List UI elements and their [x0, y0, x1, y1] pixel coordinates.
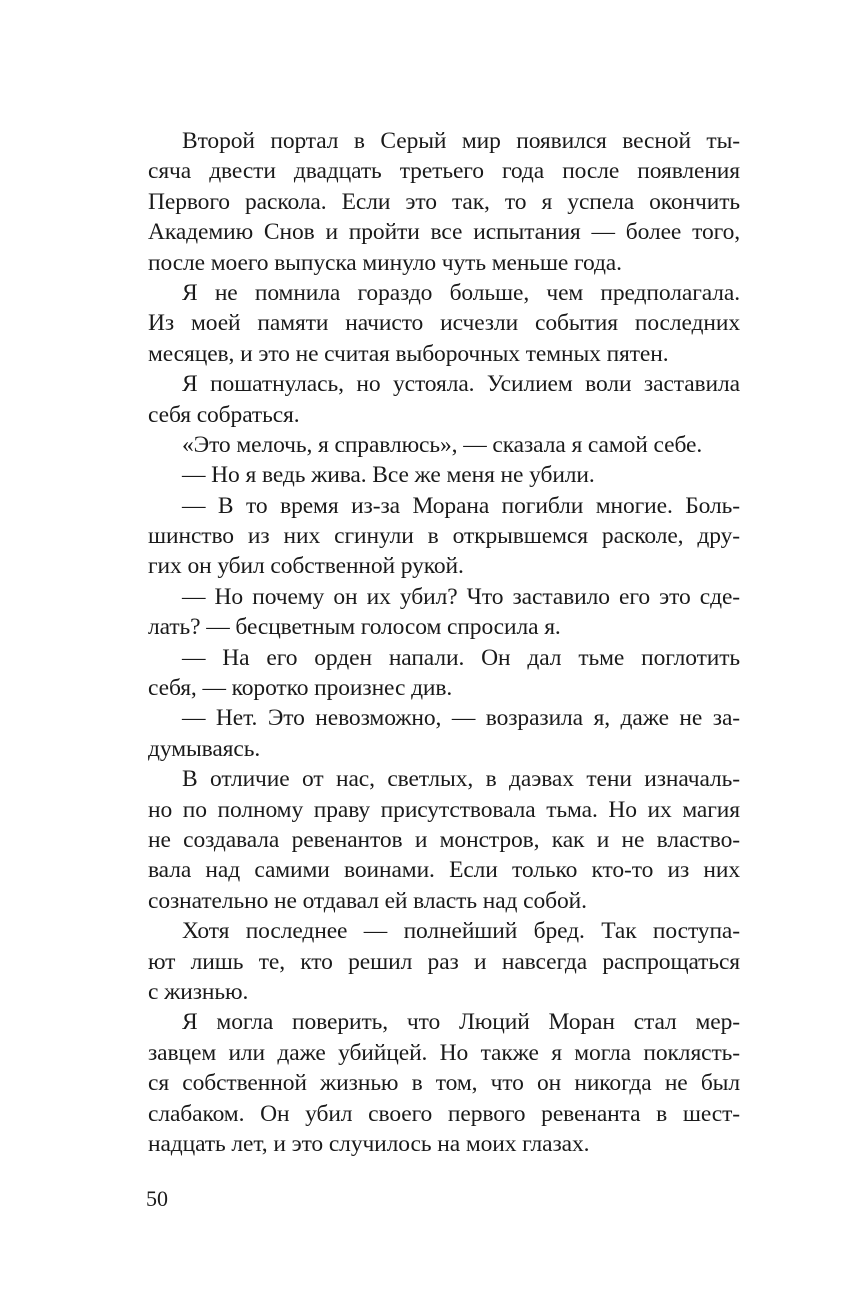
- text-line: Из моей памяти начисто исчезли события последних: [148, 310, 740, 337]
- page-text: [148, 126, 740, 1159]
- text-line: В отличие от нас, светлых, в даэвах тени изначаль-: [182, 766, 740, 793]
- text-line: — Но я ведь жива. Все же меня не убили.: [182, 462, 595, 489]
- text-line: Я могла поверить, что Люций Моран стал мер-: [182, 1009, 740, 1036]
- text-line: думываясь.: [148, 735, 261, 762]
- text-line: ют лишь те, кто решил раз и навсегда распрощаться: [148, 948, 740, 975]
- text-line: с жизнью.: [148, 978, 249, 1005]
- text-line: сяча двести двадцать третьего года после появления: [148, 158, 740, 185]
- text-line: Я не помнила гораздо больше, чем предполагала.: [182, 279, 740, 306]
- text-line: сознательно не отдавал ей власть над собой.: [148, 887, 587, 914]
- text-line: вала над самими воинами. Если только кто-то из них: [148, 857, 740, 884]
- text-line: но по полному праву присутствовала тьма. Но их магия: [148, 796, 740, 823]
- text-line: не создавала ревенантов и монстров, как и не властво-: [148, 826, 740, 853]
- text-line: гих он убил собственной рукой.: [148, 553, 464, 580]
- text-line: — На его орден напали. Он дал тьме поглотить: [182, 644, 740, 671]
- text-line: себя, — коротко произнес див.: [148, 675, 453, 702]
- text-line: ся собственной жизнью в том, что он никогда не был: [148, 1070, 740, 1097]
- text-line: Первого раскола. Если это так, то я успела окончить: [148, 188, 740, 215]
- text-line: месяцев, и это не считая выборочных темных пятен.: [148, 340, 669, 367]
- text-line: — Нет. Это невозможно, — возразила я, даже не за-: [182, 705, 740, 732]
- text-line: «Это мелочь, я справлюсь», — сказала я самой себе.: [182, 431, 703, 458]
- text-line: Хотя последнее — полнейший бред. Так поступа-: [182, 918, 740, 945]
- text-line: шинство из них сгинули в открывшемся расколе, дру-: [148, 523, 740, 550]
- text-line: — В то время из-за Морана погибли многие. Боль-: [182, 492, 740, 519]
- text-line: лать? — бесцветным голосом спросила я.: [148, 614, 561, 641]
- text-line: Академию Снов и пройти все испытания — более того,: [148, 219, 740, 246]
- page-number: 50: [146, 1186, 168, 1211]
- text-line: — Но почему он их убил? Что заставило его это сде-: [182, 583, 740, 610]
- text-line: Я пошатнулась, но устояла. Усилием воли заставила: [182, 371, 740, 398]
- text-line: надцать лет, и это случилось на моих глазах.: [148, 1130, 590, 1157]
- text-line: Второй портал в Серый мир появился весной ты-: [182, 128, 740, 154]
- text-line: после моего выпуска минуло чуть меньше года.: [148, 249, 622, 276]
- text-line: себя собраться.: [148, 401, 300, 428]
- text-line: завцем или даже убийцей. Но также я могла поклясть-: [148, 1039, 740, 1066]
- text-line: слабаком. Он убил своего первого ревенанта в шест-: [148, 1100, 740, 1127]
